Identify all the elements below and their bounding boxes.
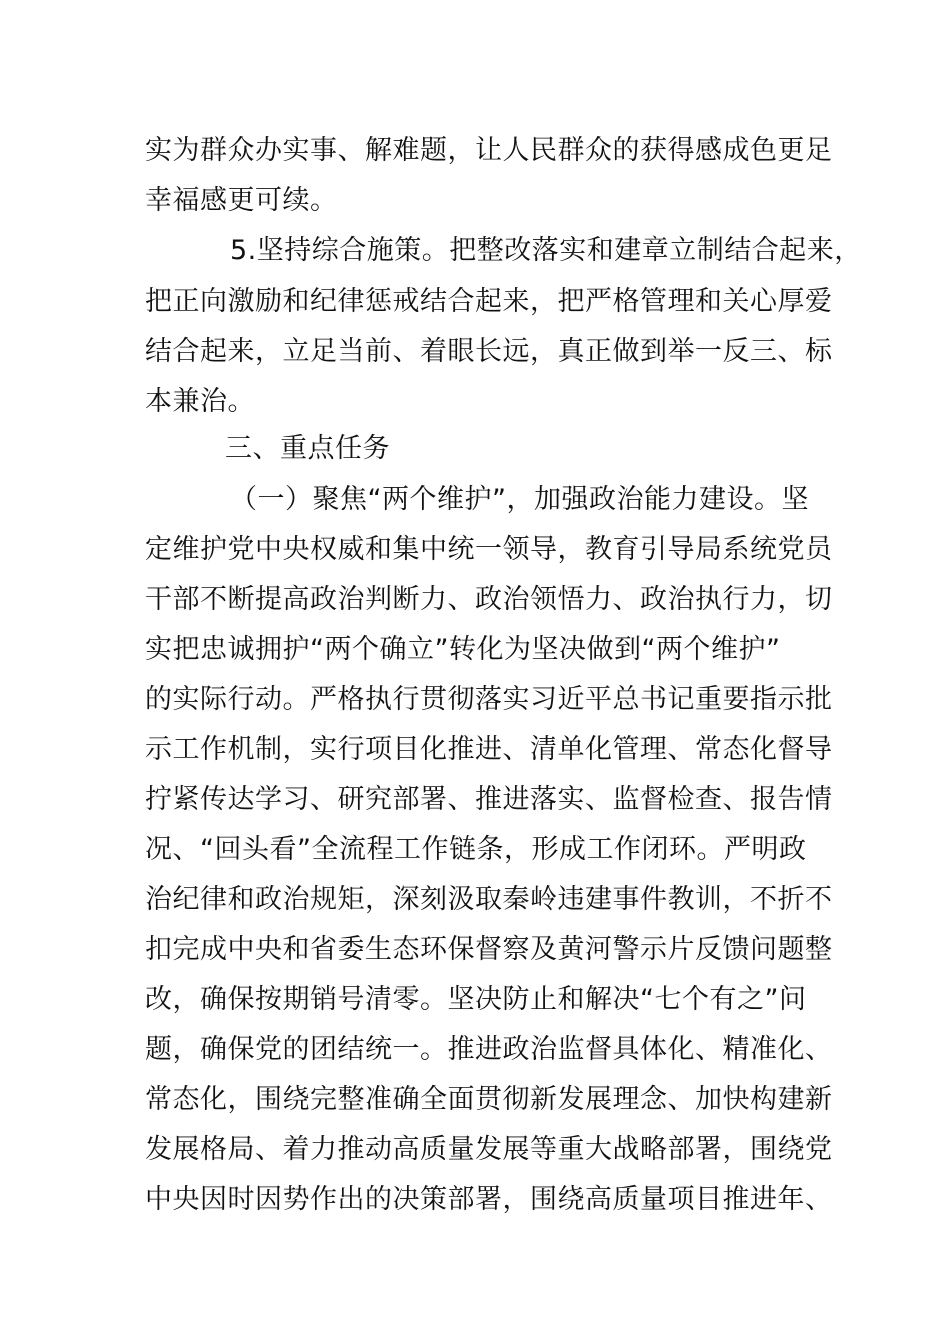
text-line-17: 扣完成中央和省委生态环保督察及黄河警示片反馈问题整 [145, 934, 833, 965]
text-line-19: 题，确保党的团结统一。推进政治监督具体化、精准化、 [145, 1034, 833, 1065]
text-line-22: 中央因时因势作出的决策部署，围绕高质量项目推进年、 [145, 1184, 833, 1215]
text-line-16: 治纪律和政治规矩，深刻汲取秦岭违建事件教训，不折不 [145, 884, 833, 915]
text-line-20: 常态化，围绕完整准确全面贯彻新发展理念、加快构建新 [145, 1084, 833, 1115]
text-line-1: 实为群众办实事、解难题，让人民群众的获得感成色更足 [145, 135, 833, 166]
text-line-21: 发展格局、着力推动高质量发展等重大战略部署，围绕党 [145, 1134, 833, 1165]
text-line-12: 的实际行动。严格执行贯彻落实习近平总书记重要指示批 [145, 684, 833, 715]
text-line-10: 干部不断提高政治判断力、政治领悟力、政治执行力，切 [145, 584, 833, 615]
text-line-5: 结合起来，立足当前、着眼长远，真正做到举一反三、标 [145, 336, 833, 367]
text-line-11: 实把忠诚拥护“两个确立”转化为坚决做到“两个维护” [145, 634, 781, 665]
text-line-15: 况、“回头看”全流程工作链条，形成工作闭环。严明政 [145, 834, 807, 865]
section-heading: 三、重点任务 [225, 433, 390, 464]
text-line-18: 改，确保按期销号清零。坚决防止和解决“七个有之”问 [145, 984, 807, 1015]
text-line-2: 幸福感更可续。 [145, 185, 338, 216]
text-line-3: 5.坚持综合施策。把整改落实和建章立制结合起来， [230, 235, 862, 266]
text-line-8: （一）聚焦“两个维护”，加强政治能力建设。坚 [230, 484, 809, 515]
text-line-4: 把正向激励和纪律惩戒结合起来，把严格管理和关心厚爱 [145, 286, 833, 317]
text-line-6: 本兼治。 [145, 386, 255, 417]
text-line-14: 拧紧传达学习、研究部署、推进落实、监督检查、报告情 [145, 784, 833, 815]
text-line-13: 示工作机制，实行项目化推进、清单化管理、常态化督导 [145, 734, 833, 765]
text-line-9: 定维护党中央权威和集中统一领导，教育引导局系统党员 [145, 534, 833, 565]
